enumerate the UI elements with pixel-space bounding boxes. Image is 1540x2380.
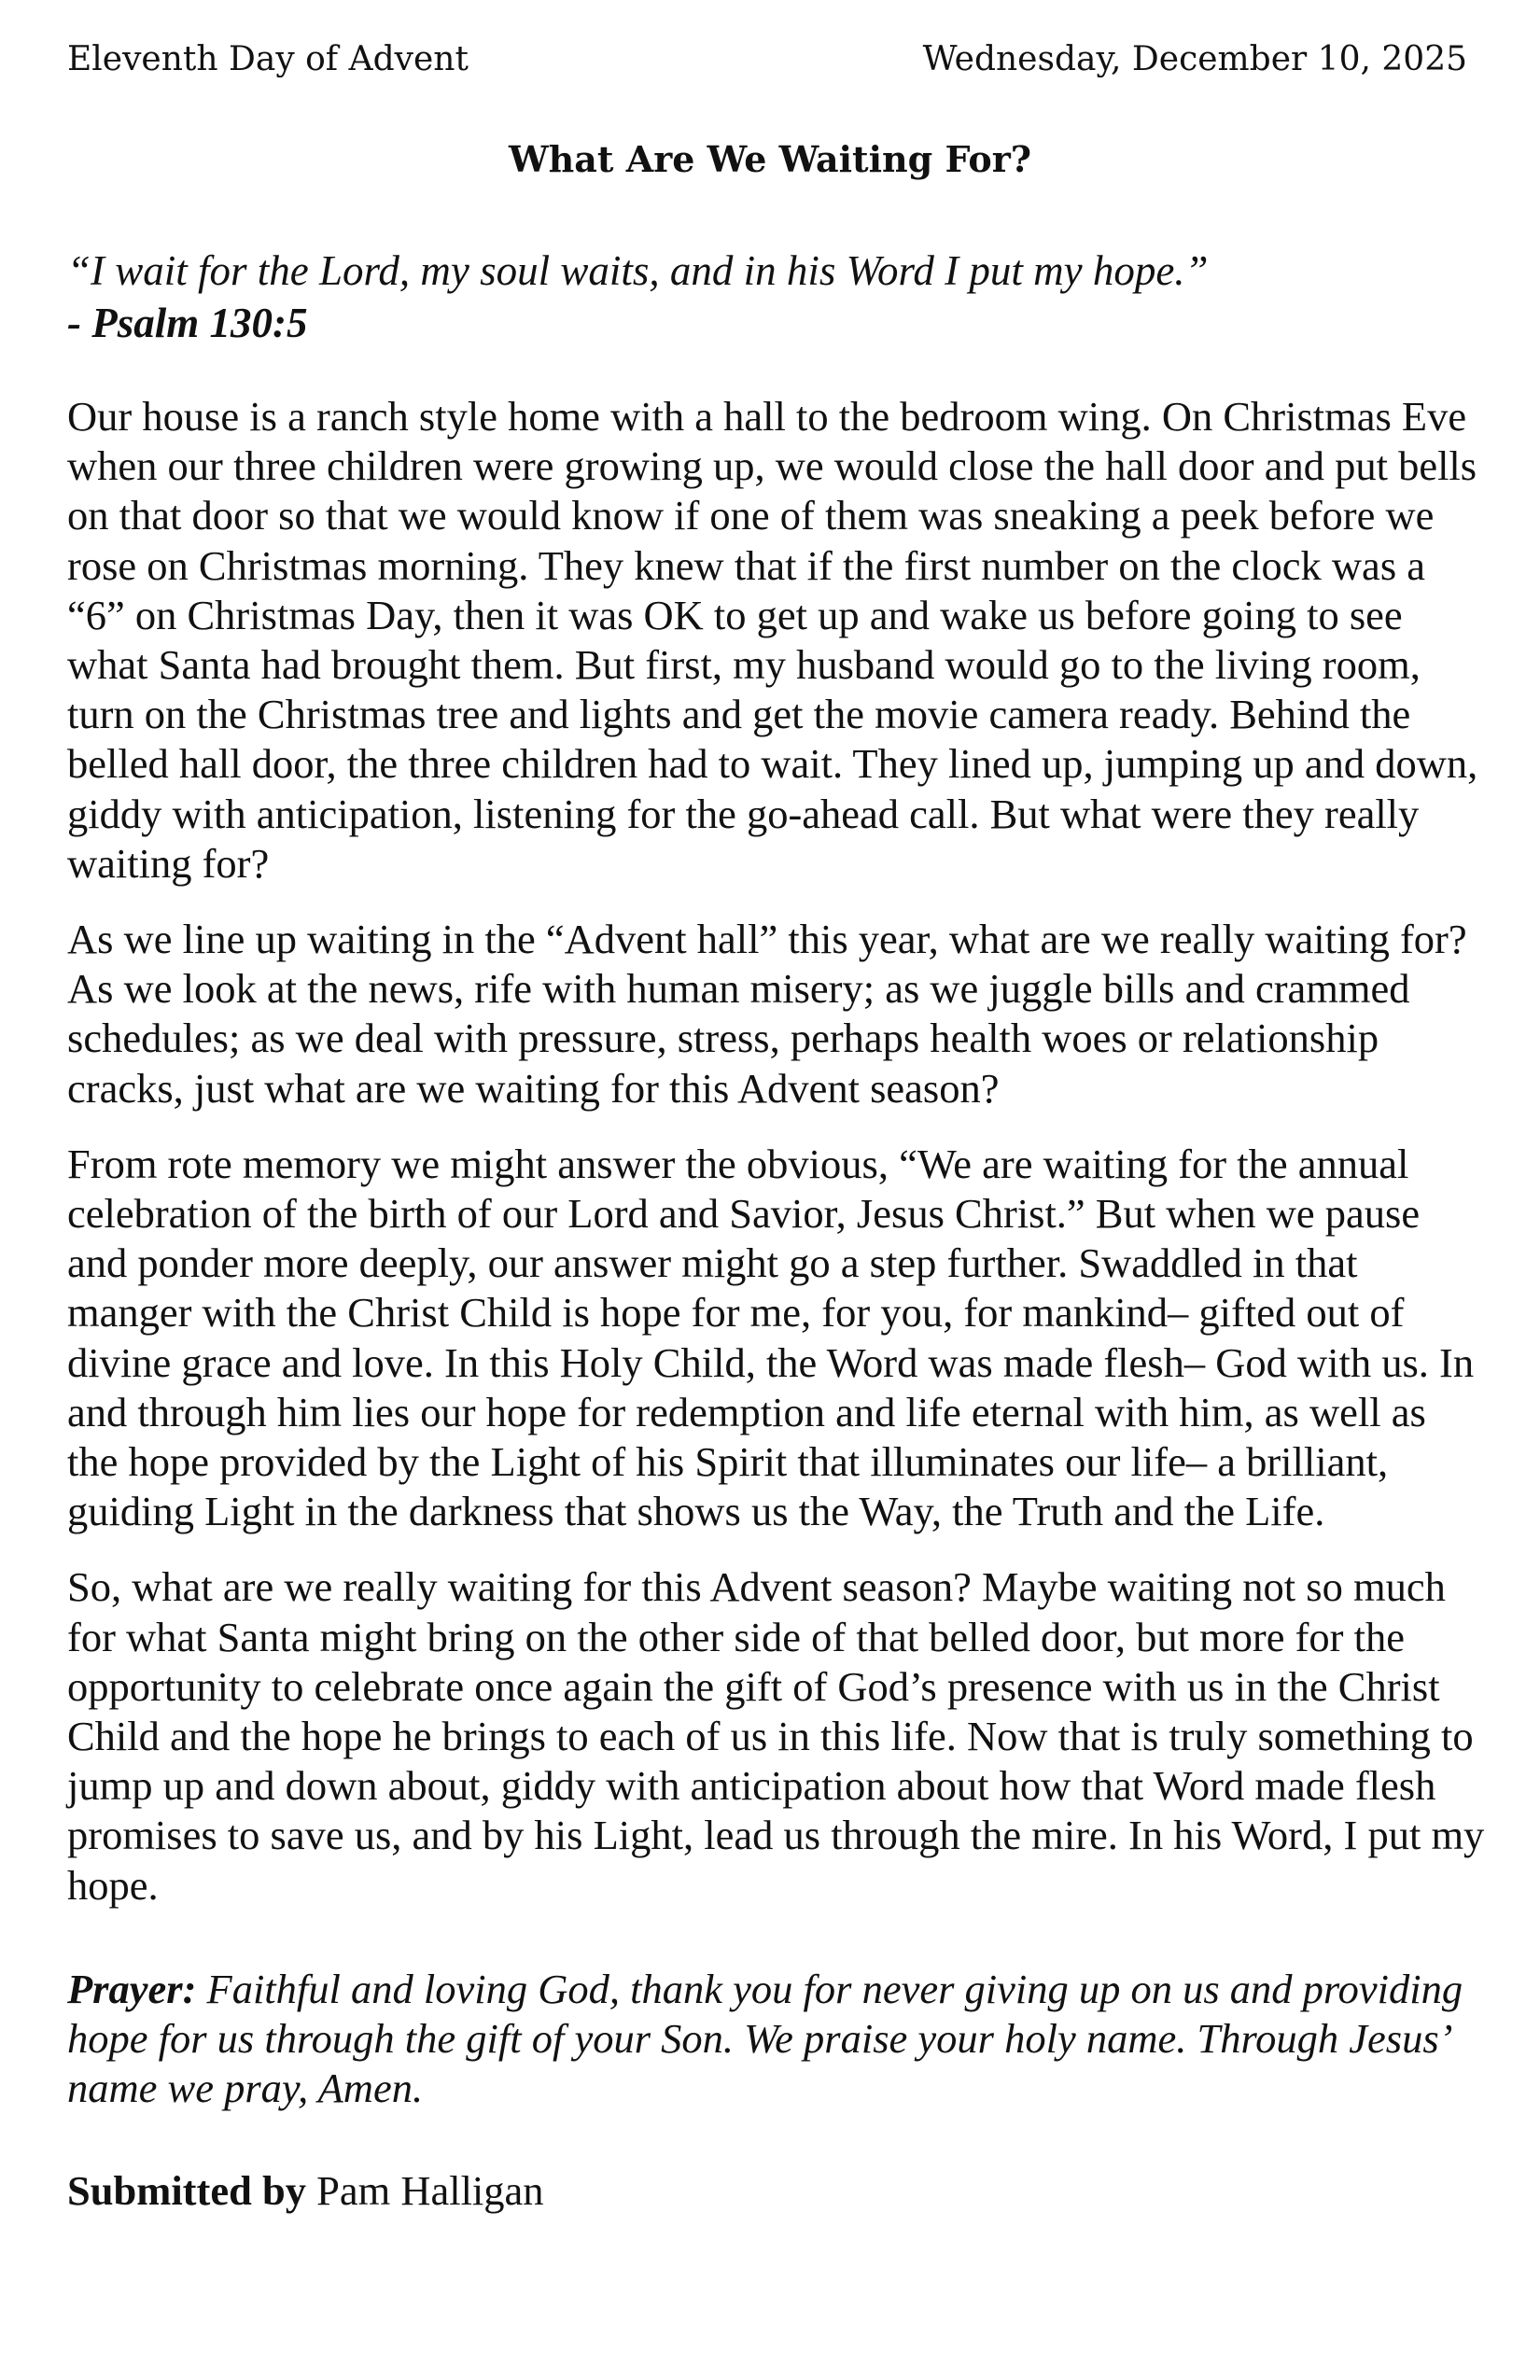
prayer-text: Faithful and loving God, thank you for never giving up on us and providing hope for us through the gift of your Son. We praise your holy name. Through Jesus’ name we pray, Amen. — [67, 1965, 1463, 2112]
body-paragraph: So, what are we really waiting for this Advent season? Maybe waiting not so much for what Santa might bring on the other side of that belled door, but more for the opportunity to celebrate once again the gift of God’s presence with us in the Christ Child and the hope he brings to each of us in this life. Now that is truly something to jump up and down about, giddy with anticipation about how that Word made flesh promises to save us, and by his Light, lead us through the mire. In his Word, I put my hope. — [67, 1563, 1485, 1909]
submitted-by-line — [67, 2166, 1486, 2216]
advent-day-label: Eleventh Day of Advent — [67, 40, 469, 78]
scripture-quote: “I wait for the Lord, my soul waits, and in his Word I put my hope.” — [67, 247, 1209, 294]
scripture-reference: - Psalm 130:5 — [67, 300, 308, 346]
body-paragraph: From rote memory we might answer the obvious, “We are waiting for the annual celebration of the birth of our Lord and Savior, Jesus Christ.” But when we pause and ponder more deeply, our answer might go a step further. Swaddled in that manger with the Christ Child is hope for me, for you, for mankind– gifted out of divine grace and love. In this Holy Child, the Word was made flesh– God with us. In and through him lies our hope for redemption and life eternal with him, as well as the hope provided by the Light of his Spirit that illuminates our life– a brilliant, guiding Light in the darkness that shows us the Way, the Truth and the Life. — [67, 1140, 1475, 1535]
scripture-block — [67, 245, 1467, 349]
devotional-body — [67, 392, 1486, 2242]
date-label: Wednesday, December 10, 2025 — [922, 40, 1467, 78]
prayer-label: Prayer: — [67, 1965, 197, 2012]
page-title: What Are We Waiting For? — [509, 138, 1031, 180]
author-name: Pam Halligan — [305, 2166, 544, 2214]
page-header — [67, 37, 1467, 82]
body-paragraph: As we line up waiting in the “Advent hall” this year, what are we really waiting for? As we look at the news, rife with human misery; as we juggle bills and crammed schedules; as we deal with pressure, stress, perhaps health woes or relationship cracks, just what are we waiting for this Advent season? — [67, 916, 1467, 1112]
prayer-paragraph — [67, 1965, 1486, 2114]
body-paragraph: Our house is a ranch style home with a hall to the bedroom wing. On Christmas Eve when our three children were growing up, we would close the hall door and put bells on that door so that we would know if one of them was sneaking a peek before we rose on Christmas morning. They knew that if the first number on the clock was a “6” on Christmas Day, then it was OK to get up and wake us before going to see what Santa had brought them. But first, my husband would go to the living room, turn on the Christmas tree and lights and get the movie camera ready. Behind the belled hall door, the three children had to wait. They lined up, jumping up and down, giddy with anticipation, listening for the go-ahead call. But what were they really waiting for? — [67, 393, 1478, 887]
submitted-by-label: Submitted by — [67, 2166, 306, 2214]
